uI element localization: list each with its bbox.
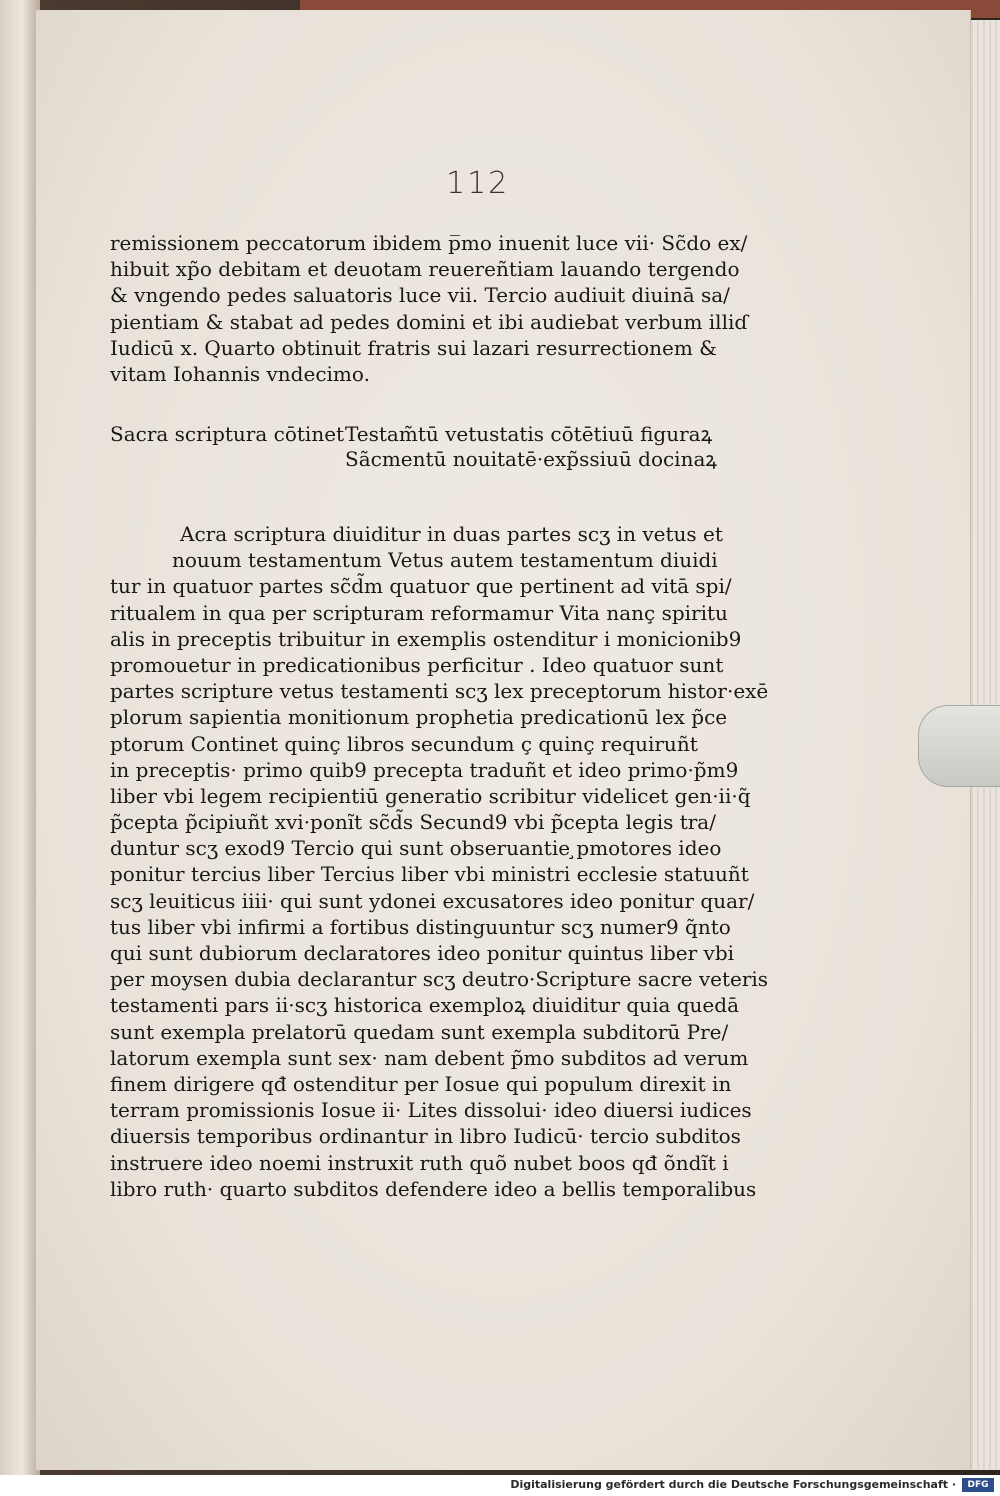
- footer-credit: Digitalisierung gefördert durch die Deutsche Forschungsgemeinschaft ·: [510, 1478, 956, 1491]
- text-line: pientiam & stabat ad pedes domini et ibi audiebat verbum illiɗ: [110, 309, 749, 334]
- text-line: p̃cepta p̃cipiuñt xvi·ponĩt sc̃d̃s Secund9 vbi p̃cepta legis tra/: [110, 810, 716, 835]
- text-line: alis in preceptis tribuitur in exemplis ostenditur i monicionib9: [110, 626, 742, 651]
- intro-paragraph: [110, 230, 748, 387]
- text-line: latorum exempla sunt sex· nam debent p̃mo subditos ad verum: [110, 1045, 749, 1070]
- text-line: in preceptis· primo quib9 precepta traduñt et ideo primo·p̃m9: [110, 757, 739, 782]
- page-clip: [918, 705, 1000, 787]
- text-line: plorum sapientia monitionum prophetia predicationū lex p̃ce: [110, 705, 728, 730]
- text-line: Iudicū x. Quarto obtinuit fratris sui lazari resurrectionem &: [110, 335, 717, 360]
- text-line: vitam Iohannis vndecimo.: [110, 361, 370, 386]
- text-line: libro ruth· quarto subditos defendere ideo a bellis temporalibus: [110, 1176, 757, 1201]
- text-line: per moysen dubia declarantur scʒ deutro·Scripture sacre veteris: [110, 967, 769, 992]
- text-line: Acra scriptura diuiditur in duas partes scʒ in vetus et: [180, 522, 723, 546]
- text-line: promouetur in predicationibus perficitur . Ideo quatuor sunt: [110, 652, 724, 677]
- text-line: duntur scʒ exod9 Tercio qui sunt obseruantie ̧pmotores ideo: [110, 836, 722, 861]
- table-entries: [345, 422, 717, 472]
- text-line: sunt exempla prelatorū quedam sunt exempla subditorū Pre/: [110, 1019, 729, 1044]
- text-line: ritualem in qua per scripturam reformamur Vita nanç spiritu: [110, 600, 728, 625]
- text-line: liber vbi legem recipientiū generatio scribitur videlicet gen·ii·q̃: [110, 783, 751, 808]
- page-number: 112: [446, 166, 510, 201]
- text-line: hibuit xp̃o debitam et deuotam reuereñtiam lauando tergendo: [110, 257, 740, 282]
- text-line: partes scripture vetus testamenti scʒ lex preceptorum histor·exē: [110, 679, 769, 704]
- table-entry: Sãcmentū nouitatē·exp̃ssiuū docinaꝝ: [345, 447, 717, 471]
- text-line: qui sunt dubiorum declaratores ideo ponitur quintus liber vbi: [110, 941, 735, 965]
- book-binding: [0, 0, 40, 1475]
- text-line: ponitur tercius liber Tercius liber vbi ministri ecclesie statuuñt: [110, 862, 749, 887]
- body-paragraph: [110, 521, 768, 1202]
- text-line: testamenti pars ii·scʒ historica exemploꝝ diuiditur quia quedā: [110, 993, 739, 1018]
- table-entry: Testam̃tū vetustatis cōtētiuū figuraꝝ: [345, 422, 713, 446]
- text-line: scʒ leuiticus iiii· qui sunt ydonei excusatores ideo ponitur quar/: [110, 888, 755, 913]
- text-line: instruere ideo noemi instruxit ruth quõ nubet boos qđ õndĩt i: [110, 1150, 729, 1175]
- text-line: ptorum Continet quinç libros secundum ç quinç requiruñt: [110, 731, 698, 756]
- text-line: tus liber vbi infirmi a fortibus distinguuntur scʒ numer9 q̃nto: [110, 914, 731, 939]
- text-line: finem dirigere qđ ostenditur per Iosue qui populum direxit in: [110, 1071, 732, 1096]
- text-line: terram promissionis Iosue ii· Lites dissolui· ideo diuersi iudices: [110, 1098, 752, 1123]
- text-line: & vngendo pedes saluatoris luce vii. Tercio audiuit diuinā sa/: [110, 283, 730, 308]
- text-line: tur in quatuor partes sc̃d̃m quatuor que pertinent ad vitā spi/: [110, 574, 732, 599]
- table-label: Sacra scriptura cōtinet: [110, 422, 345, 446]
- dfg-logo: DFG: [962, 1478, 994, 1492]
- text-line: remissionem peccatorum ibidem p̅mo inuenit luce vii· Sc̃do ex/: [110, 231, 748, 255]
- text-line: nouum testamentum Vetus autem testamentum diuidi: [172, 548, 718, 573]
- text-line: diuersis temporibus ordinantur in libro Iudicū· tercio subditos: [110, 1124, 741, 1149]
